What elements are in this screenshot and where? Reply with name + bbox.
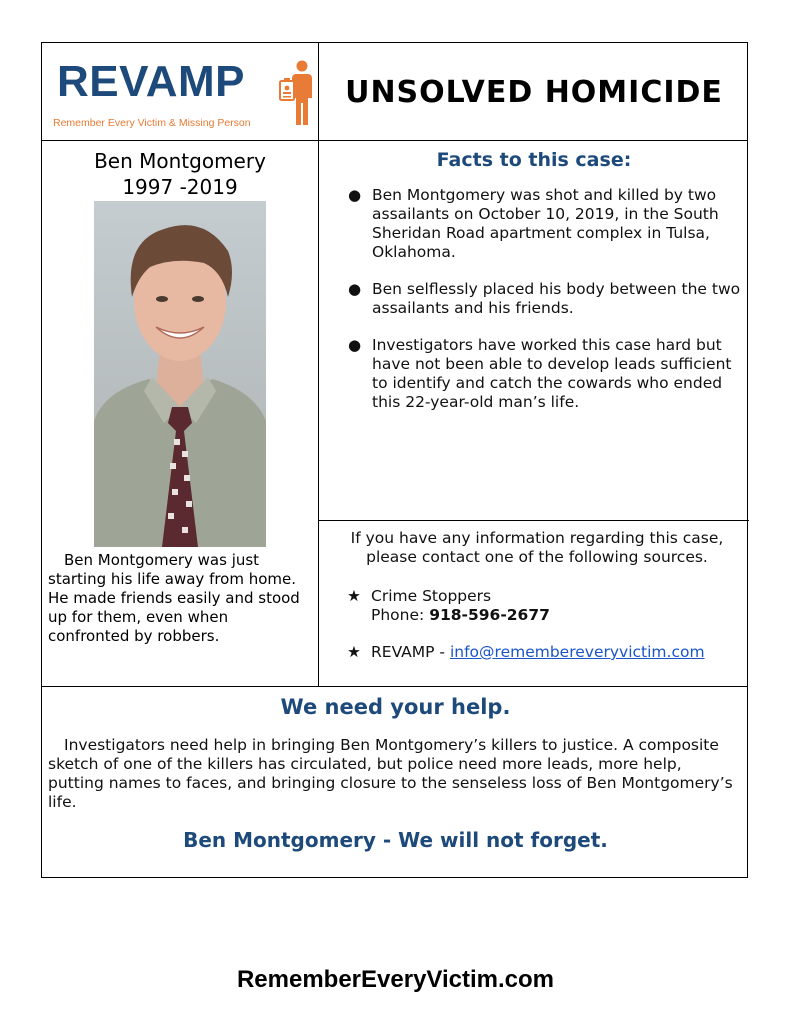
- crime-stoppers-contact: [347, 587, 550, 625]
- flyer-sheet: [41, 42, 748, 878]
- fact-item: [342, 280, 742, 318]
- content-divider: [318, 141, 319, 687]
- victim-name: Ben Montgomery: [94, 149, 266, 173]
- bullet-icon: ●: [348, 186, 362, 204]
- fact-item: [342, 336, 742, 412]
- revamp-label: REVAMP -: [371, 643, 446, 661]
- help-heading: We need your help.: [280, 695, 511, 719]
- person-with-badge-icon: [274, 57, 318, 127]
- bullet-icon: ●: [348, 336, 362, 354]
- revamp-logo: [52, 53, 312, 133]
- star-icon: ★: [347, 587, 361, 605]
- phone-label: Phone:: [371, 606, 425, 624]
- logo-wordmark: REVAMP: [57, 57, 245, 106]
- star-icon: ★: [347, 643, 361, 661]
- fact-item: [342, 186, 742, 262]
- victim-photo: [94, 201, 266, 547]
- contact-divider: [319, 520, 749, 521]
- fact-text: Ben selflessly placed his body between the two assailants and his friends.: [372, 280, 741, 317]
- phone-number: 918-596-2677: [429, 606, 550, 624]
- revamp-contact: [347, 643, 705, 662]
- victim-bio: Ben Montgomery was just starting his life away from home. He made friends easily and stood up for them, even when confronted by robbers.: [48, 551, 300, 645]
- contact-intro: If you have any information regarding this case, please contact one of the following sources.: [350, 529, 724, 566]
- crime-stoppers-label: Crime Stoppers: [371, 587, 492, 605]
- phone-line: [371, 606, 550, 625]
- help-text: Investigators need help in bringing Ben Montgomery’s killers to justice. A composite sketch of one of the killers has circulated, but police need more leads, more help, putting names to faces, and bringing closure to the senseless loss of Ben Montgomery’s life.: [48, 736, 733, 811]
- facts-list: [342, 186, 742, 430]
- email-link[interactable]: info@remembereveryvictim.com: [449, 643, 705, 661]
- bullet-icon: ●: [348, 280, 362, 298]
- page-title: UNSOLVED HOMICIDE: [345, 74, 723, 110]
- fact-text: Investigators have worked this case hard but have not been able to develop leads sufficient to identify and catch the cowards who ended this 22-year-old man’s life.: [372, 336, 732, 411]
- logo-tagline: Remember Every Victim & Missing Person: [53, 117, 251, 129]
- motto: Ben Montgomery - We will not forget.: [183, 828, 608, 852]
- victim-years: 1997 -2019: [122, 175, 238, 199]
- fact-text: Ben Montgomery was shot and killed by two assailants on October 10, 2019, in the South Sheridan Road apartment complex in Tulsa, Oklahoma.: [372, 186, 719, 261]
- facts-heading: Facts to this case:: [436, 149, 632, 171]
- footer-site: RememberEveryVictim.com: [236, 966, 555, 993]
